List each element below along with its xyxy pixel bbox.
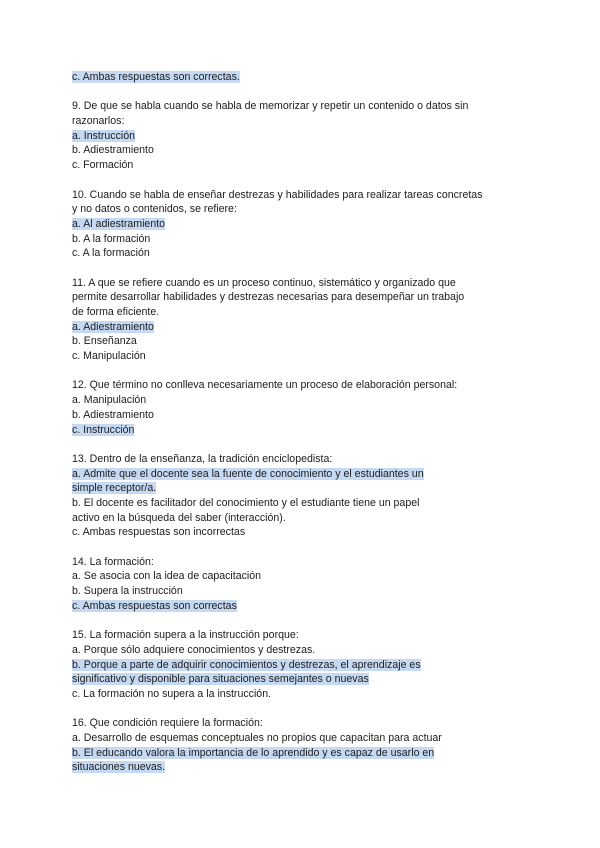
question-block	[72, 452, 512, 540]
highlighted-answer-line	[72, 599, 512, 614]
line-text: c. Ambas respuestas son incorrectas	[72, 526, 246, 539]
line-text: a. Manipulación	[72, 394, 147, 407]
text-line	[72, 99, 512, 114]
question-block	[72, 716, 512, 775]
line-text: b. Porque a parte de adquirir conocimientos y destrezas, el aprendizaje es	[72, 658, 421, 671]
line-text: 10. Cuando se habla de enseñar destrezas y habilidades para realizar tareas concretas	[72, 188, 483, 201]
line-text: 9. De que se habla cuando se habla de memorizar y repetir un contenido o datos sin	[72, 100, 469, 113]
text-line	[72, 290, 512, 305]
text-line	[72, 687, 512, 702]
line-text: c. La formación no supera a la instrucción.	[72, 687, 272, 700]
text-line	[72, 188, 512, 203]
text-line	[72, 334, 512, 349]
text-line	[72, 511, 512, 526]
text-line	[72, 158, 512, 173]
highlighted-answer-line	[72, 217, 512, 232]
line-text: b. Adiestramiento	[72, 408, 154, 421]
line-text: c. A la formación	[72, 247, 150, 260]
highlighted-answer-line	[72, 70, 512, 85]
text-line	[72, 525, 512, 540]
text-line	[72, 143, 512, 158]
text-line	[72, 496, 512, 511]
text-line	[72, 452, 512, 467]
line-text: a. Al adiestramiento	[72, 217, 166, 230]
text-line	[72, 555, 512, 570]
line-text: c. Formación	[72, 159, 134, 172]
text-line	[72, 246, 512, 261]
line-text: 16. Que condición requiere la formación:	[72, 717, 263, 730]
text-line	[72, 643, 512, 658]
text-line	[72, 569, 512, 584]
line-text: c. Manipulación	[72, 350, 146, 363]
line-text: c. Ambas respuestas son correctas.	[72, 71, 240, 83]
text-line	[72, 393, 512, 408]
text-line	[72, 349, 512, 364]
line-text: 12. Que término no conlleva necesariamente un proceso de elaboración personal:	[72, 379, 458, 392]
highlighted-answer-line	[72, 129, 512, 144]
answer-continuation	[72, 70, 512, 85]
highlighted-answer-line	[72, 672, 512, 687]
text-line	[72, 628, 512, 643]
highlighted-answer-line	[72, 658, 512, 673]
text-line	[72, 232, 512, 247]
line-text: situaciones nuevas.	[72, 761, 166, 774]
question-block	[72, 188, 512, 261]
line-text: de forma eficiente.	[72, 306, 160, 318]
question-block	[72, 99, 512, 172]
line-text: c. Instrucción	[72, 423, 135, 436]
line-text: simple receptor/a.	[72, 482, 157, 495]
text-line	[72, 716, 512, 731]
paragraph-gap	[72, 702, 512, 717]
line-text: a. Desarrollo de esquemas conceptuales no propios que capacitan para actuar	[72, 731, 442, 744]
line-text: c. Ambas respuestas son correctas	[72, 599, 237, 612]
paragraph-gap	[72, 364, 512, 379]
question-block	[72, 378, 512, 437]
highlighted-answer-line	[72, 481, 512, 496]
line-text: b. Enseñanza	[72, 335, 137, 348]
text-line	[72, 378, 512, 393]
paragraph-gap	[72, 261, 512, 276]
highlighted-answer-line	[72, 320, 512, 335]
highlighted-answer-line	[72, 423, 512, 438]
line-text: permite desarrollar habilidades y destrezas necesarias para desempeñar un trabajo	[72, 291, 465, 304]
line-text: 15. La formación supera a la instrucción porque:	[72, 629, 299, 642]
text-line	[72, 408, 512, 423]
line-text: 11. A que se refiere cuando es un proceso continuo, sistemático y organizado que	[72, 276, 456, 289]
paragraph-gap	[72, 540, 512, 555]
highlighted-answer-line	[72, 760, 512, 775]
text-line	[72, 731, 512, 746]
text-line	[72, 276, 512, 291]
line-text: y no datos o contenidos, se refiere:	[72, 203, 237, 216]
line-text: a. Se asocia con la idea de capacitación	[72, 570, 262, 583]
line-text: activo en la búsqueda del saber (interacción).	[72, 511, 286, 524]
paragraph-gap	[72, 613, 512, 628]
line-text: razonarlos:	[72, 115, 125, 128]
highlighted-answer-line	[72, 746, 512, 761]
question-block	[72, 628, 512, 701]
line-text: a. Porque sólo adquiere conocimientos y destrezas.	[72, 643, 316, 656]
line-text: b. El educando valora la importancia de lo aprendido y es capaz de usarlo en	[72, 746, 435, 759]
paragraph-gap	[72, 85, 512, 100]
text-line	[72, 584, 512, 599]
line-text: 13. Dentro de la enseñanza, la tradición enciclopedista:	[72, 452, 333, 465]
line-text: a. Adiestramiento	[72, 320, 154, 333]
line-text: b. A la formación	[72, 232, 151, 245]
line-text: 14. La formación:	[72, 555, 154, 568]
highlighted-answer-line	[72, 467, 512, 482]
paragraph-gap	[72, 173, 512, 188]
line-text: b. Supera la instrucción	[72, 585, 183, 598]
line-text: a. Instrucción	[72, 129, 136, 142]
line-text: a. Admite que el docente sea la fuente de conocimiento y el estudiantes un	[72, 467, 424, 480]
document-page	[72, 70, 512, 775]
line-text: b. El docente es facilitador del conocimiento y el estudiante tiene un papel	[72, 496, 420, 509]
question-block	[72, 555, 512, 614]
question-block	[72, 276, 512, 364]
paragraph-gap	[72, 437, 512, 452]
line-text: b. Adiestramiento	[72, 144, 154, 157]
text-line	[72, 114, 512, 129]
text-line	[72, 305, 512, 320]
text-line	[72, 202, 512, 217]
line-text: significativo y disponible para situaciones semejantes o nuevas	[72, 673, 369, 686]
